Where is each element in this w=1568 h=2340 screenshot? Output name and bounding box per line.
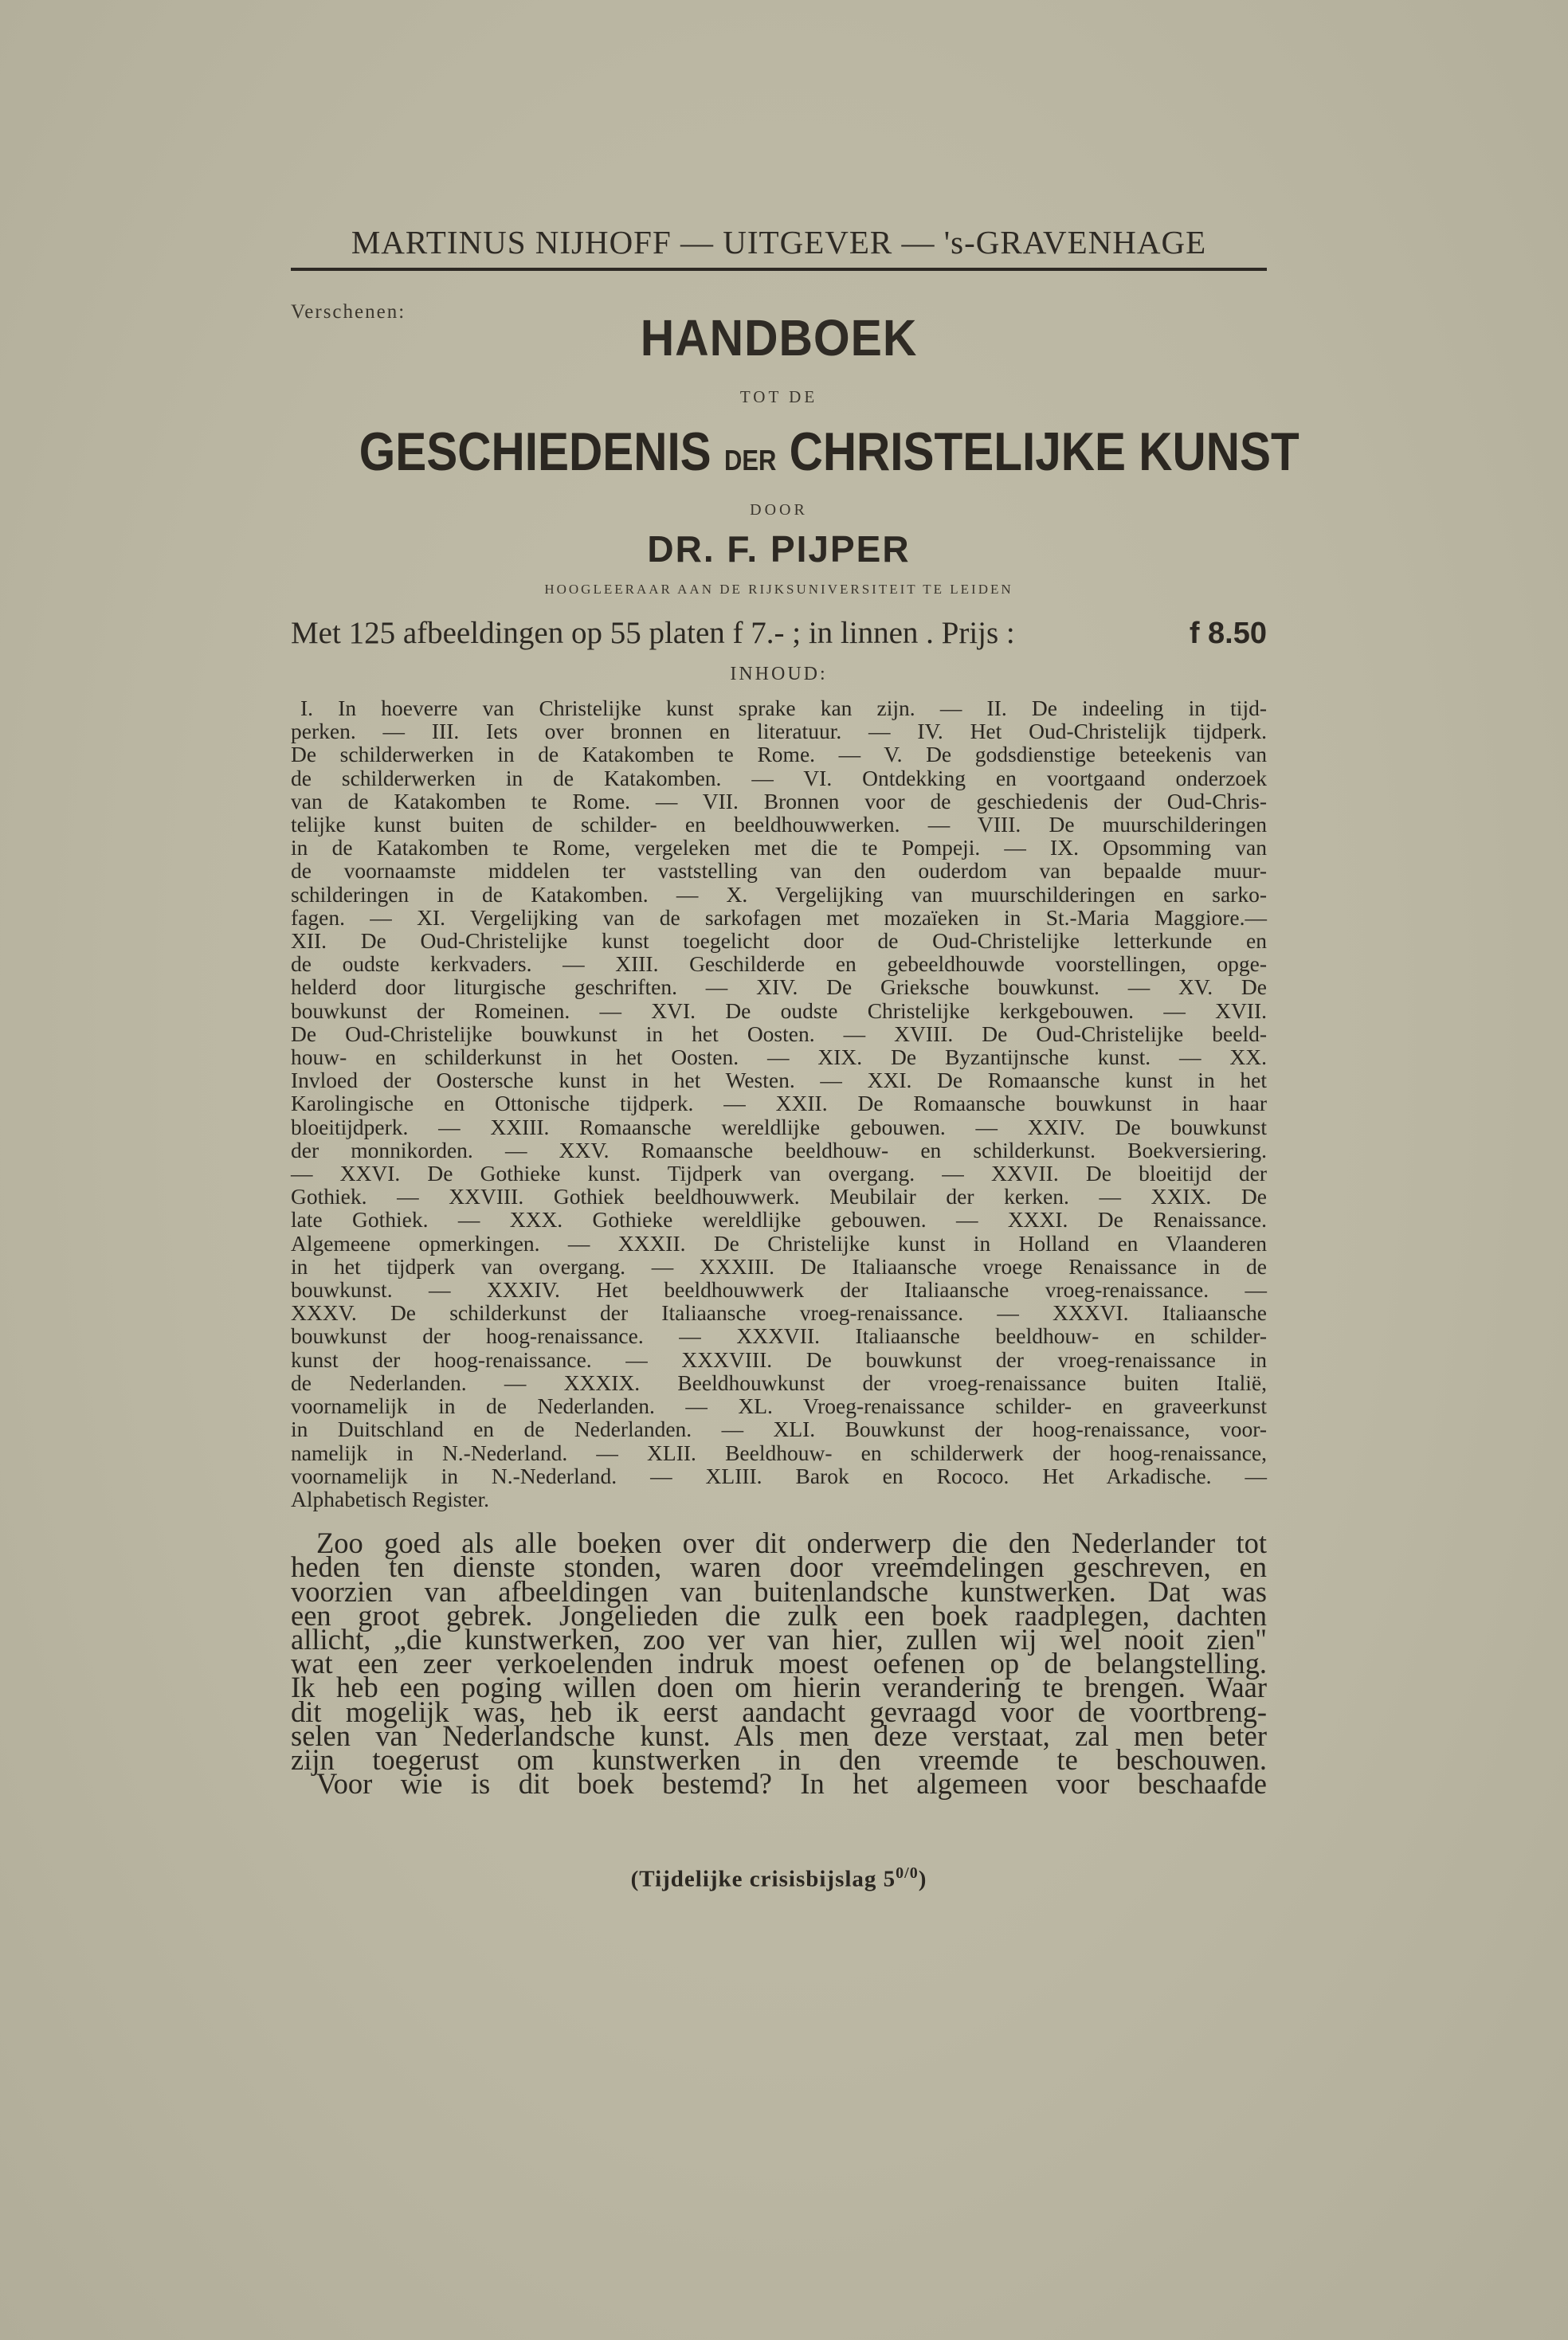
- contents-line: bouwkunst. — XXXIV. Het beeldhouwwerk der Italiaansche vroeg-renaissance. —: [291, 1277, 1267, 1303]
- contents-line: De Oud-Christelijke bouwkunst in het Oosten. — XVIII. De Oud-Christelijke beeld-: [291, 1021, 1267, 1046]
- document-page: [291, 223, 1299, 1893]
- contents-line: bouwkunst der Romeinen. — XVI. De oudste Christelijke kerkgebouwen. — XVII.: [291, 998, 1267, 1023]
- contents-line: De schilderwerken in de Katakomben te Rome. — V. De godsdienstige beteekenis van: [291, 742, 1267, 767]
- contents-line: namelijk in N.-Nederland. — XLII. Beeldhouw- en schilderwerk der hoog-renaissance,: [291, 1440, 1267, 1465]
- contents-line: I. In hoeverre van Christelijke kunst sprake kan zijn. — II. De indeeling in tijd-: [300, 696, 1267, 720]
- body-line: voorzien van afbeeldingen van buitenlandsche kunstwerken. Dat was: [291, 1574, 1267, 1608]
- illustrations-text: Met 125 afbeeldingen op 55 platen f 7.- ; in linnen . Prijs :: [291, 616, 1015, 650]
- contents-line: XII. De Oud-Christelijke kunst toegelicht door de Oud-Christelijke letterkunde en: [291, 928, 1267, 954]
- contents-heading: INHOUD:: [730, 664, 828, 684]
- author-role: HOOGLEERAAR AAN DE RIJKSUNIVERSITEIT TE LEIDEN: [544, 582, 1013, 597]
- author-name: DR. F. PIJPER: [647, 528, 911, 570]
- body-line: selen van Nederlandsche kunst. Als men deze verstaat, zal men beter: [291, 1719, 1267, 1752]
- contents-line: — XXVI. De Gothieke kunst. Tijdperk van overgang. — XXVII. De bloeitijd der: [291, 1161, 1267, 1186]
- contents-line: in het tijdperk van overgang. — XXXIII. De Italiaansche vroege Renaissance in de: [291, 1253, 1267, 1279]
- contents-line: houw- en schilderkunst in het Oosten. — XIX. De Byzantijnsche kunst. — XX.: [291, 1045, 1267, 1070]
- contents-list: [291, 696, 1267, 1511]
- announcement-label: Verschenen:: [291, 301, 406, 323]
- contents-line: XXXV. De schilderkunst der Italiaansche vroeg-renaissance. — XXXVI. Italiaansche: [291, 1300, 1267, 1326]
- contents-line: de schilderwerken in de Katakomben. — VI. Ontdekking en voortgaand onderzoek: [291, 765, 1267, 790]
- contents-line: van de Katakomben te Rome. — VII. Bronnen voor de geschiedenis der Oud-Chris-: [291, 788, 1267, 813]
- contents-line: der monnikorden. — XXV. Romaansche beeldhouw- en schilderkunst. Boekversiering.: [291, 1137, 1267, 1162]
- title-connector: TOT DE: [739, 387, 818, 406]
- body-line: zijn toegerust om kunstwerken in den vreemde te beschouwen.: [291, 1742, 1267, 1776]
- footer-note-end: ): [918, 1867, 927, 1892]
- contents-line: telijke kunst buiten de schilder- en beeldhouwwerken. — VIII. De muurschilderingen: [291, 812, 1267, 837]
- door-label: DOOR: [750, 501, 808, 519]
- footer-note: [291, 1864, 1267, 1893]
- contents-line: Gothiek. — XXVIII. Gothiek beeldhouwwerk. Meubilair der kerken. — XXIX. De: [291, 1184, 1267, 1209]
- footer-note-percent: 0/0: [896, 1864, 919, 1883]
- contents-line: Invloed der Oostersche kunst in het Westen. — XXI. De Romaansche kunst in het: [291, 1068, 1267, 1093]
- contents-line: late Gothiek. — XXX. Gothieke wereldlijke gebouwen. — XXXI. De Renaissance.: [291, 1207, 1267, 1233]
- subtitle-der: DER: [723, 444, 777, 476]
- body-line: heden ten dienste stonden, waren door vreemdelingen geschreven, en: [291, 1550, 1267, 1584]
- body-text: [291, 1527, 1267, 1801]
- contents-line: voornamelijk in N.-Nederland. — XLIII. Barok en Rococo. Het Arkadische. —: [291, 1463, 1267, 1488]
- book-title: HANDBOEK: [640, 309, 918, 366]
- body-line: Zoo goed als alle boeken over dit onderwerp die den Nederlander tot: [316, 1527, 1267, 1560]
- contents-line: voornamelijk in de Nederlanden. — XL. Vroeg-renaissance schilder- en graveerkunst: [291, 1393, 1267, 1419]
- contents-line: Algemeene opmerkingen. — XXXII. De Christelijke kunst in Holland en Vlaanderen: [291, 1230, 1267, 1256]
- contents-line: in de Katakomben te Rome, vergeleken met die te Pompeji. — IX. Opsomming van: [291, 835, 1267, 860]
- contents-line: bloeitijdperk. — XXIII. Romaansche wereldlijke gebouwen. — XXIV. De bouwkunst: [291, 1114, 1267, 1139]
- contents-line: perken. — III. Iets over bronnen en literatuur. — IV. Het Oud-Christelijk tijdperk.: [291, 719, 1267, 744]
- subtitle-part2: CHRISTELIJKE KUNST: [789, 421, 1299, 482]
- publisher-header: MARTINUS NIJHOFF — UITGEVER — 's-GRAVENHAGE: [291, 223, 1267, 271]
- contents-line: schilderingen in de Katakomben. — X. Vergelijking van muurschilderingen en sarko-: [291, 881, 1267, 907]
- subtitle-part1: GESCHIEDENIS: [359, 421, 711, 482]
- contents-line: fagen. — XI. Vergelijking van de sarkofagen met mozaïeken in St.-Maria Maggiore.—: [291, 904, 1267, 930]
- body-line: Ik heb een poging willen doen om hierin verandering te brengen. Waar: [291, 1671, 1267, 1704]
- book-subtitle: [359, 421, 1299, 482]
- contents-line: bouwkunst der hoog-renaissance. — XXXVII. Italiaansche beeldhouw- en schilder-: [291, 1323, 1267, 1349]
- body-line: wat een zeer verkoelenden indruk moest oefenen op de belangstelling.: [291, 1647, 1267, 1680]
- contents-line: de oudste kerkvaders. — XIII. Geschilderde en gebeeldhouwde voorstellingen, opge-: [291, 951, 1267, 977]
- body-line: Voor wie is dit boek bestemd? In het algemeen voor beschaafde: [316, 1767, 1267, 1801]
- body-line: dit mogelijk was, heb ik eerst aandacht gevraagd voor de voortbreng-: [291, 1695, 1267, 1728]
- contents-line: de Nederlanden. — XXXIX. Beeldhouwkunst der vroeg-renaissance buiten Italië,: [291, 1370, 1267, 1395]
- body-line: allicht, „die kunstwerken, zoo ver van hier, zullen wij wel nooit zien": [291, 1622, 1267, 1656]
- contents-line: de voornaamste middelen ter vaststelling van den ouderdom van bepaalde muur-: [291, 858, 1267, 884]
- footer-note-text: (Tijdelijke crisisbijslag 5: [630, 1867, 896, 1892]
- contents-line: helderd door liturgische geschriften. — XIV. De Grieksche bouwkunst. — XV. De: [291, 974, 1267, 1000]
- body-line: een groot gebrek. Jongelieden die zulk een boek raadplegen, dachten: [291, 1598, 1267, 1632]
- contents-line: Karolingische en Ottonische tijdperk. — XXII. De Romaansche bouwkunst in haar: [291, 1091, 1267, 1116]
- contents-line: Alphabetisch Register.: [291, 1486, 489, 1511]
- price-value: f 8.50: [1189, 617, 1267, 650]
- contents-line: kunst der hoog-renaissance. — XXXVIII. De bouwkunst der vroeg-renaissance in: [291, 1346, 1267, 1372]
- price-line: [291, 615, 1267, 651]
- contents-line: in Duitschland en de Nederlanden. — XLI. Bouwkunst der hoog-renaissance, voor-: [291, 1417, 1267, 1442]
